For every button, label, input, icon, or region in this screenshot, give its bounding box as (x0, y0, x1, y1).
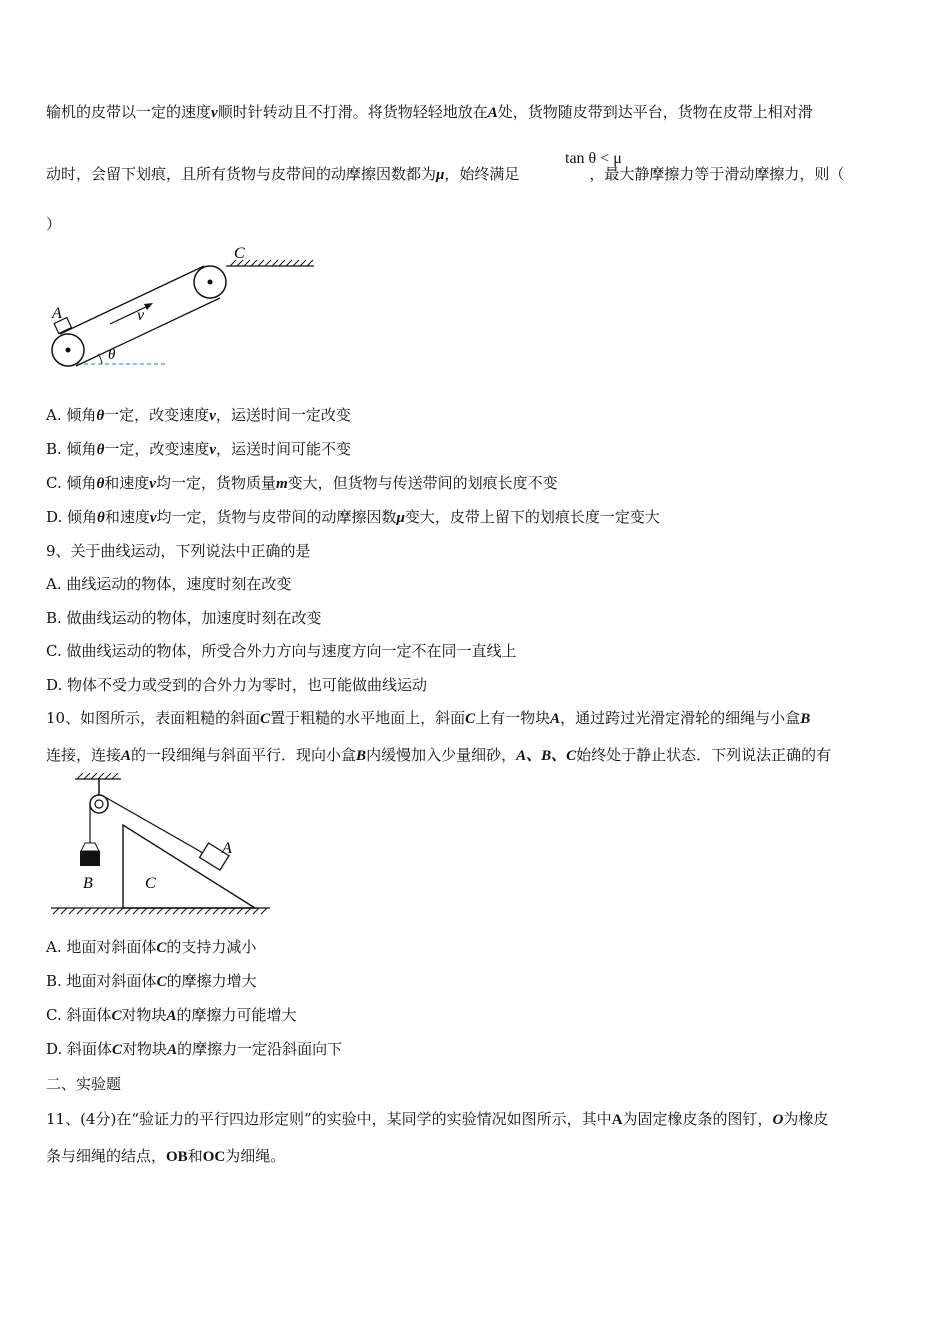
q11-line-2: 条与细绳的结点，OB和OC为细绳。 (46, 1147, 286, 1165)
label-theta: θ (108, 347, 116, 363)
label-C: C (145, 875, 156, 892)
q8-line-2: 动时，会留下划痕，且所有货物与皮带间的动摩擦因数都为μ，始终满足 ，最大静摩擦力等于滑动摩擦力，则（ (46, 165, 845, 183)
q8-condition-formula: tan θ < μ (565, 150, 622, 167)
q10-option-d: D. 斜面体C对物块A的摩擦力一定沿斜面向下 (46, 1040, 343, 1058)
q8-option-c: C. 倾角θ和速度v均一定，货物质量m变大，但货物与传送带间的划痕长度不变 (46, 474, 558, 492)
q10-stem-line-2: 连接，连接A的一段细绳与斜面平行．现向小盒B内缓慢加入少量细砂，A、B、C始终处于静止状态．下列说法正确的有 (46, 746, 832, 764)
q10-stem-line-1: 10、如图所示，表面粗糙的斜面C置于粗糙的水平地面上，斜面C上有一物块A，通过跨过光滑定滑轮的细绳与小盒B (46, 709, 811, 727)
incline-pulley-figure (45, 773, 275, 918)
label-B: B (83, 875, 93, 892)
conveyor-figure (40, 240, 330, 375)
label-v: v (137, 307, 145, 324)
section-heading-experiment: 二、实验题 (46, 1075, 122, 1093)
q8-option-d: D. 倾角θ和速度v均一定，货物与皮带间的动摩擦因数μ变大，皮带上留下的划痕长度一定变大 (46, 508, 660, 526)
label-C: C (234, 245, 245, 262)
q8-option-b: B. 倾角θ一定，改变速度v，运送时间可能不变 (46, 440, 352, 458)
box-B (80, 851, 100, 866)
q8-option-a: A. 倾角θ一定，改变速度v，运送时间一定改变 (46, 406, 351, 424)
q11-line-1: 11、(4分)在“验证力的平行四边形定则”的实验中，某同学的实验情况如图所示，其中A为固定橡皮条的图钉，O为橡皮 (46, 1110, 829, 1128)
q9-option-a: A. 曲线运动的物体，速度时刻在改变 (46, 575, 292, 593)
label-A: A (222, 840, 232, 857)
q10-option-a: A. 地面对斜面体C的支持力减小 (46, 938, 257, 956)
q9-option-b: B. 做曲线运动的物体，加速度时刻在改变 (46, 609, 322, 627)
q8-line-1: 输机的皮带以一定的速度v顺时针转动且不打滑。将货物轻轻地放在A处，货物随皮带到达平台，货物在皮带上相对滑 (46, 103, 813, 121)
q9-stem: 9、关于曲线运动，下列说法中正确的是 (46, 542, 311, 560)
q9-option-d: D. 物体不受力或受到的合外力为零时，也可能做曲线运动 (46, 676, 428, 694)
q9-option-c: C. 做曲线运动的物体，所受合外力方向与速度方向一定不在同一直线上 (46, 642, 517, 660)
q10-option-c: C. 斜面体C对物块A的摩擦力可能增大 (46, 1006, 297, 1024)
q8-line-3: ） (46, 215, 62, 233)
label-A: A (52, 305, 62, 322)
q10-option-b: B. 地面对斜面体C的摩擦力增大 (46, 972, 257, 990)
